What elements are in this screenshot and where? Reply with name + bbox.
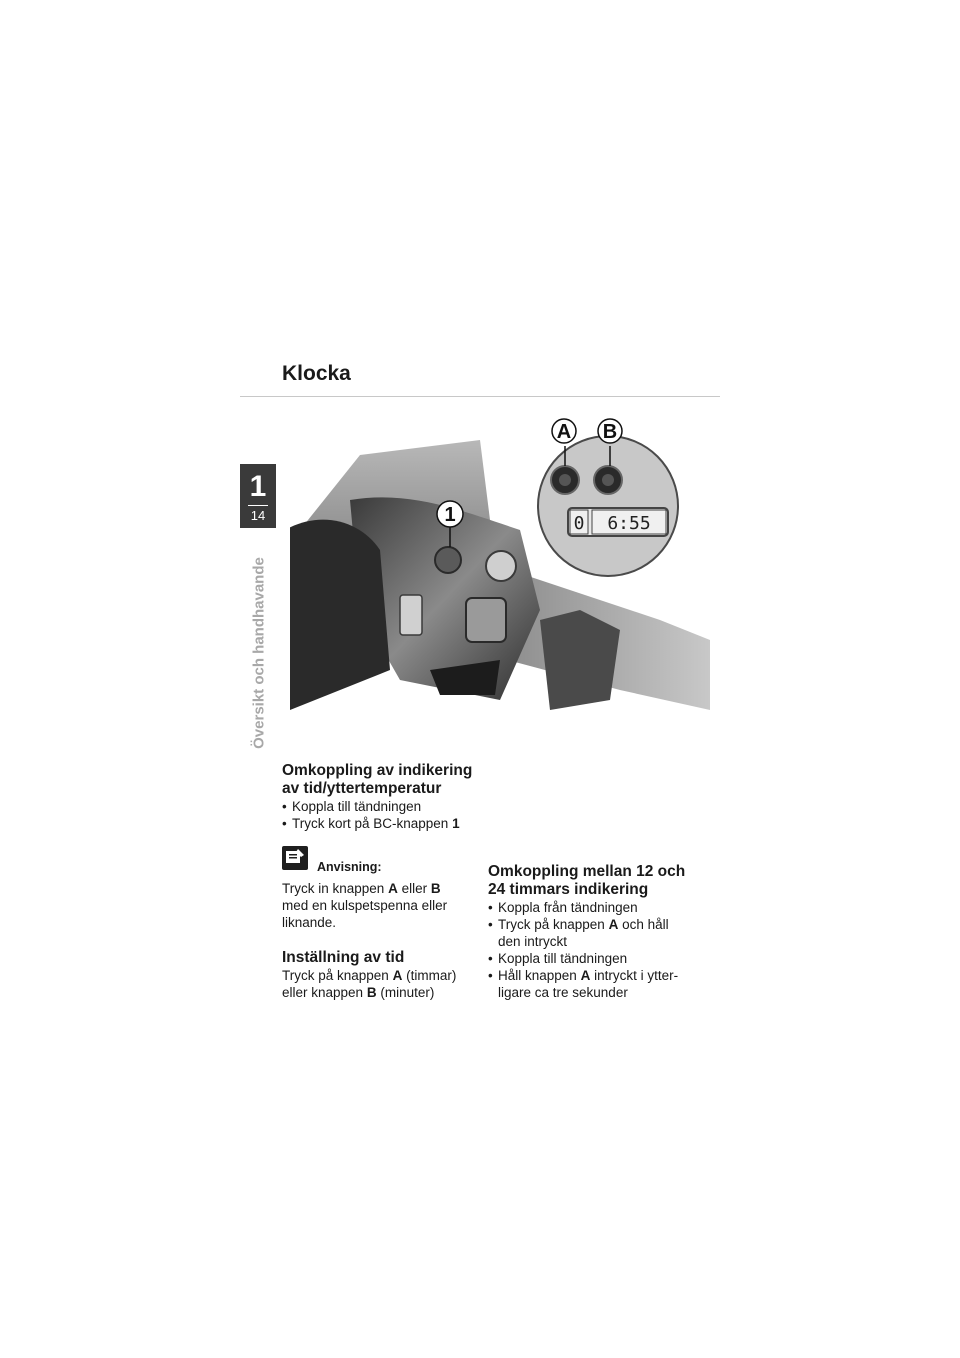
chapter-title: Översikt och handhavande [250,557,268,749]
list-item: • Koppla till tändningen [282,799,422,814]
section-set-time: Inställning av tid Tryck på knappen A (timmar) eller knappen B (minuter) [282,949,482,1001]
section-heading: Omkoppling av indikering av tid/yttertemperatur [282,762,473,797]
chapter-side-label [240,548,278,758]
note-label: Anvisning: [317,860,382,874]
title-divider [240,396,720,397]
bullet-list [488,899,703,1001]
section-12-24-hour [488,863,703,1001]
list-item: • Koppla till tändningen [488,951,628,966]
page-number: 14 [250,508,266,523]
list-item: • Koppla från tändningen [488,900,638,915]
list-item: • Tryck kort på BC-knappen 1 [282,816,460,831]
note-text: Tryck in knappen A eller B med en kulspetspenna eller liknande. [282,881,448,930]
callout-b-label: B [602,421,618,443]
list-item: • Tryck på knappen A och håll den intryckt [488,917,669,949]
note-icon [282,846,308,870]
lcd-left-digit: 0 [573,513,585,534]
page-title: Klocka [282,362,351,385]
section-heading: Inställning av tid [282,949,405,966]
detail-inset [538,419,678,576]
bullet-list [282,798,482,832]
section-display-toggle [282,762,482,832]
chapter-divider [248,505,268,506]
handlebar-photo [290,410,710,740]
callout-a-label: A [556,421,572,443]
section-heading: Omkoppling mellan 12 och 24 timmars indikering [488,863,686,898]
lcd-time: 6:55 [607,513,651,534]
list-item: • Håll knappen A intryckt i ytter- ligare ca tre sekunder [488,968,679,1000]
callout-1-label: 1 [444,504,456,526]
chapter-number: 1 [249,470,267,503]
